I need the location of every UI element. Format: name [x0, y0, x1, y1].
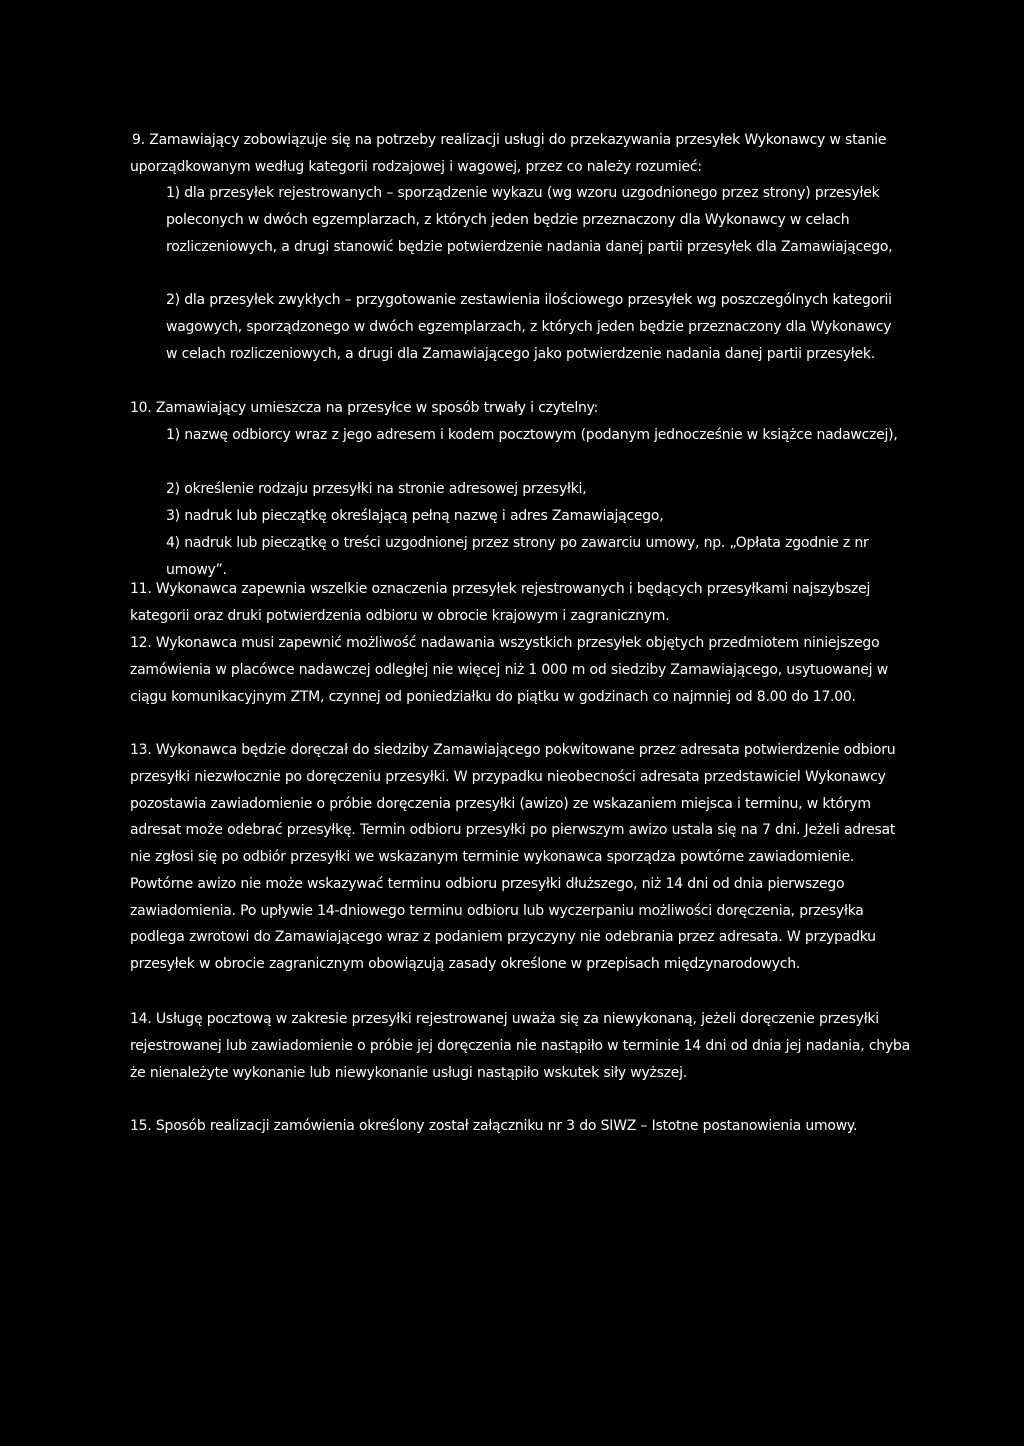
paragraph-14: 14. Usługę pocztową w zakresie przesyłki rejestrowanej uważa się za niewykonaną, jeżeli doręczenie przesyłki rejestrowanej lub zawiadomienie o próbie jej doręczenia nie nastąpiło w terminie 14 dni od dnia jej nadania, chyba że nienależyte wykonanie lub niewykonanie usługi nastąpiło wskutek siły wyższej.	[130, 1011, 910, 1081]
paragraph-10-item-2: 2) określenie rodzaju przesyłki na stronie adresowej przesyłki,	[166, 481, 587, 497]
paragraph-13: 13. Wykonawca będzie doręczał do siedziby Zamawiającego pokwitowane przez adresata potwierdzenie odbioru przesyłki niezwłocznie po doręczeniu przesyłki. W przypadku nieobecności adresata przedstawiciel Wykonawcy pozostawia zawiadomienie o próbie doręczenia przesyłki (awizo) ze wskazaniem miejsca i terminu, w którym adresat może odebrać przesyłkę. Termin odbioru przesyłki po pierwszym awizo ustala się na 7 dni. Jeżeli adresat nie zgłosi się po odbiór przesyłki we wskazanym terminie wykonawca sporządza powtórne zawiadomienie. Powtórne awizo nie może wskazywać terminu odbioru przesyłki dłuższego, niż 14 dni od dnia pierwszego zawiadomienia. Po upływie 14-dniowego terminu odbioru lub wyczerpaniu możliwości doręczenia, przesyłka podlega zwrotowi do Zamawiającego wraz z podaniem przyczyny nie odebrania przez adresata. W przypadku przesyłek w obrocie zagranicznym obowiązują zasady określone w przepisach międzynarodowych.	[130, 742, 896, 972]
paragraph-10-item-3: 3) nadruk lub pieczątkę określającą pełną nazwę i adres Zamawiającego,	[166, 508, 664, 524]
paragraph-9-item-1: 1) dla przesyłek rejestrowanych – sporządzenie wykazu (wg wzoru uzgodnionego przez strony) przesyłek poleconych w dwóch egzemplarzach, z których jeden będzie przeznaczony dla Wykonawcy w celach rozliczeniowych, a drugi stanowić będzie potwierdzenie nadania danej partii przesyłek dla Zamawiającego,	[166, 185, 893, 255]
paragraph-12: 12. Wykonawca musi zapewnić możliwość nadawania wszystkich przesyłek objętych przedmiotem niniejszego zamówienia w placówce nadawczej odległej nie więcej niż 1 000 m od siedziby Zamawiającego, usytuowanej w ciągu komunikacyjnym ZTM, czynnej od poniedziałku do piątku w godzinach co najmniej od 8.00 do 17.00.	[130, 635, 888, 705]
paragraph-9: 9. Zamawiający zobowiązuje się na potrzeby realizacji usługi do przekazywania przesyłek Wykonawcy w stanie uporządkowanym według kategorii rodzajowej i wagowej, przez co należy rozumieć:	[130, 132, 887, 175]
paragraph-11: 11. Wykonawca zapewnia wszelkie oznaczenia przesyłek rejestrowanych i będących przesyłkami najszybszej kategorii oraz druki potwierdzenia odbioru w obrocie krajowym i zagranicznym.	[130, 581, 871, 624]
paragraph-9-item-2: 2) dla przesyłek zwykłych – przygotowanie zestawienia ilościowego przesyłek wg poszczególnych kategorii wagowych, sporządzonego w dwóch egzemplarzach, z których jeden będzie przeznaczony dla Wykonawcy w celach rozliczeniowych, a drugi dla Zamawiającego jako potwierdzenie nadania danej partii przesyłek.	[166, 292, 892, 362]
paragraph-15: 15. Sposób realizacji zamówienia określony został załączniku nr 3 do SIWZ – Istotne postanowienia umowy.	[130, 1118, 858, 1134]
paragraph-10: 10. Zamawiający umieszcza na przesyłce w sposób trwały i czytelny:	[130, 400, 599, 416]
paragraph-10-item-1: 1) nazwę odbiorcy wraz z jego adresem i kodem pocztowym (podanym jednocześnie w książce nadawczej),	[166, 427, 898, 443]
paragraph-10-item-4: 4) nadruk lub pieczątkę o treści uzgodnionej przez strony po zawarciu umowy, np. „Opłata zgodnie z nr umowy”.	[166, 535, 869, 578]
